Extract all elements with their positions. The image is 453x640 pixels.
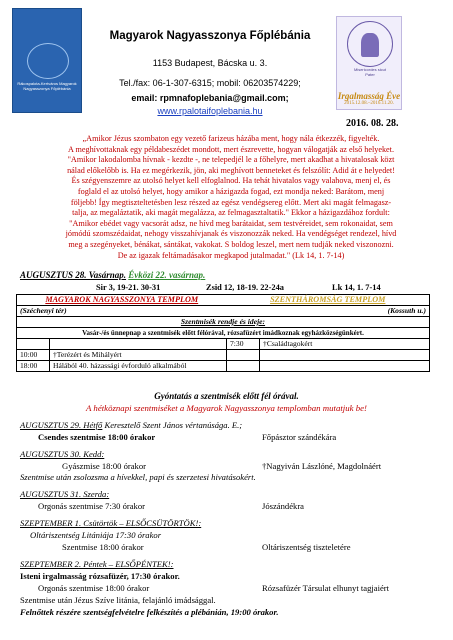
- day-sep-1-intent: Oltáriszentség tiszteletére: [262, 542, 351, 552]
- mass-intention-2: [260, 350, 430, 361]
- parish-logo: [12, 8, 82, 113]
- day-aug-30-mass: Gyászmise 18:00 órakor: [62, 461, 147, 471]
- quote-line: A meghívottaknak egy példabeszédet mondott, mert észrevette, hogyan válogatják az első helyeket.: [67, 144, 395, 154]
- day-sep-1-litany: Oltáriszentség Litániája 17:30 órakor: [30, 530, 162, 540]
- order-note-row: [17, 328, 430, 339]
- day-aug-30-intent: †Nagyiván Lászlóné, Magdolnáért: [262, 461, 382, 471]
- order-title-row: [17, 317, 430, 328]
- mass-time-2: [227, 361, 260, 372]
- quote-line: nálad előkelőbb is. Ha ez megérkezik, jön, aki meghívott benneteket és felszólít: Adid át e helyedet!: [67, 165, 395, 175]
- table-row: [17, 361, 430, 372]
- day-sep-2-note: Szentmise után Jézus Szíve litánia, felajánló imádsággal.: [20, 595, 216, 605]
- parish-title: Magyarok Nagyasszonya Főplébánia: [109, 30, 311, 42]
- church-header-row: [17, 295, 430, 306]
- reading-3-wrap: [332, 283, 381, 292]
- sunday-date: AUGUSZTUS 28. Vasárnap.: [20, 270, 127, 280]
- quote-line: talja, az megaláztatik, aki magát megalázza, az felmagasztaltatik." Ekkor a házigazdához fordult:: [72, 208, 390, 218]
- church-1-location: (Széchenyi tér): [17, 306, 227, 317]
- day-aug-29-date: AUGUSZTUS 29. Hétfő: [20, 420, 103, 430]
- parish-phone: Tel./fax: 06-1-307-6315; mobil: 06203574229;: [119, 78, 301, 88]
- day-aug-31-mass: Orgonás szentmise 7:30 órakor: [38, 501, 146, 511]
- quote-line: foglald el az utolsó helyet, hogy amikor a házigazda fogad, ezt mondja neked: Barátom, menj: [77, 186, 385, 196]
- reading-3: Lk 14, 1. 7-14: [332, 283, 381, 292]
- rosary-note: Vasár-/és ünnepnap a szentmisék előtt félórával, rózsafüzért imádkoznak egyházközségünkért.: [17, 328, 430, 339]
- quote-line: „Amikor Jézus szombaton egy vezető farizeus házába ment, hogy nála étkezzék, figyelték.: [82, 134, 380, 143]
- mass-intention-2: †Családtagokért: [260, 339, 430, 350]
- day-aug-29-intent: Főpásztor szándékára: [262, 432, 337, 442]
- mass-intention: [50, 339, 227, 350]
- quote-line: De az igazak feltámadásakor megkapod jutalmadat." (Lk 14, 1. 7-14): [117, 250, 345, 260]
- church-sub-row: [17, 306, 430, 317]
- quote-line: följebb! Így megtiszteltetésben lesz részed az egész vendégsereg előtt. Mert aki magát felmagasz-: [70, 197, 392, 207]
- mass-time: [17, 339, 50, 350]
- day-aug-31-intent: Jószándékra: [262, 501, 304, 511]
- sunday-heading: [20, 270, 205, 280]
- mercy-logo-motto: Misericordes sicut Pater: [353, 67, 386, 77]
- gospel-quote: [42, 134, 420, 261]
- day-aug-29-heading: [20, 420, 242, 430]
- church-1-name: MAGYAROK NAGYASSZONYA TEMPLOM: [17, 295, 227, 306]
- reading-1: Sir 3, 19-21. 30-31: [96, 283, 161, 292]
- day-aug-30-date: AUGUSZTUS 30. Kedd:: [20, 449, 105, 459]
- mass-intention: Hálából 40. házassági évforduló alkalmából: [50, 361, 227, 372]
- day-sep-1-mass: Szentmise 18:00 órakor: [62, 542, 144, 552]
- mass-time-2: 7:30: [227, 339, 260, 350]
- church-2-location: (Kossuth u.): [227, 306, 430, 317]
- parish-email[interactable]: email: rpmnafoplebania@gmail.com;: [131, 93, 289, 103]
- mass-order-title: Szentmisék rendje és ideje:: [17, 317, 430, 328]
- day-sep-2-rosary: Isteni irgalmasság rózsafüzér, 17:30 órakor.: [20, 571, 180, 581]
- church-emblem-icon: [27, 43, 69, 79]
- parish-website-link[interactable]: www.rpalotaifoplebania.hu: [157, 106, 263, 116]
- mass-intention: †Terézért és Mihályért: [50, 350, 227, 361]
- day-aug-30-note: Szentmise után zsolozsma a hívekkel, papi és szerzetesi hivatásokért.: [20, 472, 256, 482]
- table-row: [17, 339, 430, 350]
- quote-line: jómódú szomszédaidat, nehogy visszahívjanak és viszonozzák neked. Ha vendégséget rendezel, hívd: [65, 229, 397, 239]
- mass-time: 10:00: [17, 350, 50, 361]
- mass-intention-2: [260, 361, 430, 372]
- reading-2: Zsid 12, 18-19. 22-24a: [206, 283, 284, 292]
- sunday-readings: [96, 283, 160, 292]
- sunday-feast: Évközi 22. vasárnap.: [128, 270, 206, 280]
- day-sep-2-mass: Orgonás szentmise 18:00 órakor: [38, 583, 150, 593]
- mass-time-2: [227, 350, 260, 361]
- quote-line: meg a szegényeket, bénákat, sántákat, vakokat. S boldog leszel, mert nem tudják neked viszonozni.: [68, 239, 394, 249]
- mass-schedule-table: [16, 294, 430, 372]
- mercy-year-dates: 2015.12.08.–2016.11.20.: [344, 101, 394, 106]
- day-sep-1-date: SZEPTEMBER 1. Csütörtök – ELSŐCSÜTÖRTÖK!:: [20, 518, 202, 528]
- reading-2-wrap: [206, 283, 284, 292]
- quote-line: És szégyenszemre az utolsó helyet kell elfoglalnod. Ha tehát hivatalos vagy valahova, menj el, és: [71, 176, 391, 186]
- day-aug-29-feast: Keresztelő Szent János vértanúsága. E.;: [104, 420, 243, 430]
- issue-date: 2016. 08. 28.: [346, 118, 399, 129]
- mass-time: 18:00: [17, 361, 50, 372]
- mercy-year-label: Irgalmasság Éve: [337, 91, 401, 101]
- mercy-year-logo: [336, 16, 402, 110]
- quote-line: "Amikor ebédet vagy vacsorát adsz, ne hívd meg barátaidat, sem testvéreidet, sem rokonaidat, sem: [69, 218, 393, 228]
- day-sep-2-date: SZEPTEMBER 2. Péntek – ELSŐPÉNTEK!:: [20, 559, 174, 569]
- table-row: [17, 350, 430, 361]
- parish-address: 1153 Budapest, Bácska u. 3.: [152, 58, 268, 68]
- weekday-notice: A hétköznapi szentmiséket a Magyarok Nagyasszonya templomban mutatjuk be!: [86, 403, 367, 413]
- day-sep-2-adult-prep: Felnőttek részére szentségfelvételre felkészítés a plébánián, 19:00 órakor.: [20, 607, 279, 617]
- quote-line: "Amikor lakodalomba hívnak - kezdte -, ne telepedjél le a főhelyre, mert akadhat a hivatalosak közt: [67, 155, 395, 165]
- day-aug-29-mass: Csendes szentmise 18:00 órakor: [38, 432, 156, 442]
- day-sep-2-intent: Rózsafüzér Társulat elhunyt tagjaiért: [262, 583, 390, 593]
- parish-logo-caption: Rákospalota-Kertváros Magyarok Nagyasszonya Főplébánia: [17, 81, 77, 91]
- church-2-name: SZENTHÁROMSÁG TEMPLOM: [227, 295, 430, 306]
- day-aug-31-date: AUGUSZTUS 31. Szerda:: [20, 489, 110, 499]
- confession-notice: Gyóntatás a szentmisék előtt fél órával.: [154, 391, 299, 401]
- mercy-figure-icon: [361, 33, 379, 57]
